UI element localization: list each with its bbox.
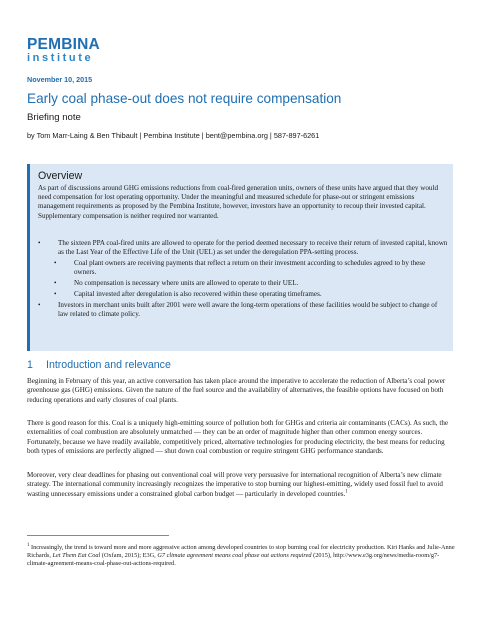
overview-bullet-list	[38, 239, 448, 321]
body-paragraph: There is good reason for this. Coal is a uniquely high-emitting source of pollution both for GHGs and criteria air contaminants (CACs). As such, the externalities of coal combustion are absolutely unmatched — they can be an order of magnitude higher than other common energy sources. Fortunately, because we have readily available, competitively priced, alternative technologies for producing electricity, the best means for reducing both types of emissions are perfectly aligned — shut down coal combustion or require stringent GHG performance standards.	[27, 419, 449, 455]
overview-sub-bullet: • No compensation is necessary where units are allowed to operate to their UEL.	[38, 279, 448, 288]
section-heading	[27, 359, 171, 371]
body-paragraph	[27, 471, 455, 499]
footnote	[27, 544, 455, 569]
overview-heading: Overview	[38, 170, 83, 182]
section-number: 1	[27, 359, 33, 371]
overview-bullet: • Investors in merchant units built after 2001 were well aware the long-term operations of these facilities would be subject to change of law related to climate policy.	[38, 301, 448, 319]
document-title: Early coal phase-out does not require compensation	[27, 91, 342, 106]
body-paragraph: Beginning in February of this year, an active conversation has taken place around the imperative to accelerate the reduction of Alberta’s coal power greenhouse gas (GHG) emissions. Given the nature of the fuel source and the availability of alternatives, the feasible options have focused on both reducing operations and early closures of coal plants.	[27, 377, 446, 404]
footnote-reference[interactable]: 1	[345, 489, 348, 495]
logo-wordmark-bottom: institute	[27, 52, 94, 64]
footnote-citation-title: Let Them Eat Coal	[52, 552, 101, 560]
footnote-text: (2015), http://www.e3g.org/news/media-room/g7-climate-agreement-means-coal-phase-out-actions-required.	[27, 552, 440, 568]
publication-date: November 10, 2015	[27, 75, 93, 84]
footnote-marker: 1	[27, 542, 30, 548]
footnote-text: Increasingly, the trend is toward more and more aggressive action among developed countries to stop burning coal for electricity production. Kiri Hanks and Julie-Anne Richards,	[27, 544, 455, 560]
footnote-text: (Oxfam, 2015); E3G,	[100, 552, 158, 560]
pembina-logo	[27, 37, 100, 64]
logo-wordmark-top: PEMBINA	[27, 36, 100, 53]
overview-box	[27, 164, 453, 351]
author-byline: by Tom Marr-Laing & Ben Thibault | Pembina Institute | bent@pembina.org | 587-897-6261	[27, 131, 320, 140]
overview-sub-bullet: • Coal plant owners are receiving payments that reflect a return on their investment according to schedules agreed to by these owners.	[38, 259, 448, 277]
body-paragraph-text: Moreover, very clear deadlines for phasing out conventional coal will prove very persuasive for international recognition of Alberta’s new climate strategy. The international community increasingly recognizes the imperative to stop burning our highest-emitting, widely used fossil fuel to avoid wasting unnecessary emissions under a constrained global carbon budget — particularly in developed countries.	[27, 471, 443, 498]
overview-sub-bullet: • Capital invested after deregulation is also recovered within these operating timeframes.	[38, 290, 448, 299]
section-title: Introduction and relevance	[46, 359, 171, 371]
document-subtitle: Briefing note	[27, 112, 81, 123]
overview-bullet: • The sixteen PPA coal-fired units are allowed to operate for the period deemed necessary to receive their return of invested capital, known as the Last Year of the Effective Life of the Unit (UEL) as set under the deregulation PPA-setting process.	[38, 239, 448, 257]
footnote-citation-title: G7 climate agreement means coal phase out actions required	[157, 552, 312, 560]
overview-paragraph: As part of discussions around GHG emissions reductions from coal-fired generation units, owners of these units have argued that they would need compensation for lost operating opportunity. Under the meaningful and measured schedule for phase-out or stringent emissions management requirements as proposed by the Pembina Institute, however, investors have an opportunity to recoup their invested capital. Supplementary compensation is neither required nor warranted.	[38, 184, 438, 220]
footnote-divider	[27, 535, 169, 536]
